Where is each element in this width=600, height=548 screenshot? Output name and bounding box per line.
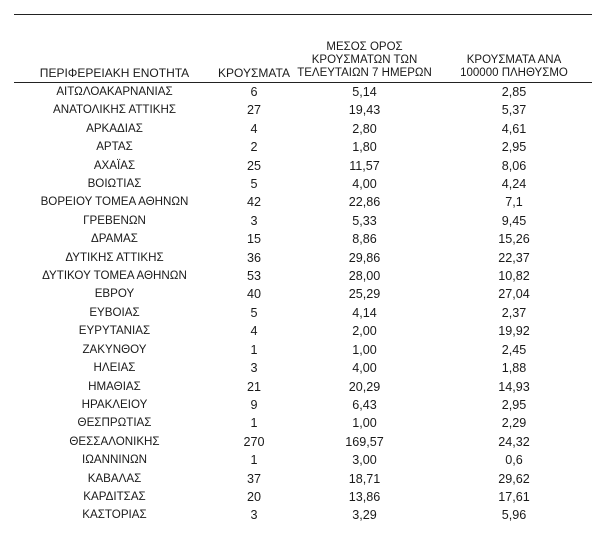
cell-region: ΘΕΣΣΑΛΟΝΙΚΗΣ [69, 434, 160, 448]
cell-cases: 3 [250, 508, 258, 523]
cell-avg7: 3,29 [352, 508, 377, 523]
cell-cases: 4 [250, 324, 258, 339]
cell-cases: 3 [250, 213, 258, 228]
cell-region: ΖΑΚΥΝΘΟΥ [82, 342, 147, 356]
cell-per100k: 9,45 [501, 213, 527, 228]
cell-per100k: 8,06 [501, 158, 527, 173]
table-row [14, 157, 592, 175]
cell-cases: 42 [246, 195, 261, 210]
cell-per100k: 2,37 [501, 305, 527, 320]
cell-region: ΔΡΑΜΑΣ [91, 232, 138, 246]
cell-region: ΕΒΡΟΥ [94, 287, 135, 301]
cell-per100k: 2,29 [501, 416, 527, 431]
table-row [14, 175, 592, 193]
cell-region: ΚΑΣΤΟΡΙΑΣ [82, 508, 147, 522]
cell-region: ΙΩΑΝΝΙΝΩΝ [82, 453, 147, 467]
cell-per100k: 24,32 [498, 434, 530, 449]
cell-region: ΘΕΣΠΡΩΤΙΑΣ [77, 416, 152, 430]
cell-per100k: 14,93 [498, 379, 530, 394]
table-row [14, 230, 592, 248]
cell-per100k: 29,62 [498, 471, 530, 486]
cell-avg7: 4,14 [352, 305, 377, 320]
cell-cases: 1 [250, 416, 258, 431]
table-row [14, 322, 592, 340]
table-row [14, 506, 592, 524]
cell-per100k: 2,95 [501, 397, 527, 412]
cell-avg7: 1,80 [352, 140, 377, 155]
cell-region: ΒΟΡΕΙΟΥ ΤΟΜΕΑ ΑΘΗΝΩΝ [40, 195, 189, 209]
cell-region: ΔΥΤΙΚΗΣ ΑΤΤΙΚΗΣ [65, 250, 164, 264]
cell-cases: 40 [246, 287, 261, 302]
cell-region: ΚΑΡΔΙΤΣΑΣ [83, 489, 146, 503]
table-row [14, 359, 592, 377]
cell-region: ΑΙΤΩΛΟΑΚΑΡΝΑΝΙΑΣ [56, 85, 173, 98]
top-rule [14, 14, 592, 15]
cell-cases: 3 [250, 361, 258, 376]
table-row [14, 249, 592, 267]
cell-avg7: 3,00 [352, 453, 377, 468]
header-per100k-line-1: ΚΡΟΥΣΜΑΤΑ ΑΝΑ [466, 54, 562, 66]
header-per100k-line-2: 100000 ΠΛΗΘΥΣΜΟ [460, 67, 568, 79]
cell-region: ΔΥΤΙΚΟΥ ΤΟΜΕΑ ΑΘΗΝΩΝ [42, 269, 187, 283]
cell-cases: 5 [250, 305, 258, 320]
cell-avg7: 169,57 [345, 434, 384, 449]
cell-per100k: 19,92 [498, 324, 530, 339]
cell-per100k: 2,95 [501, 140, 527, 155]
header-avg-line-1: ΜΕΣΟΣ ΟΡΟΣ [326, 41, 403, 53]
header-avg-line-2: ΚΡΟΥΣΜΑΤΩΝ ΤΩΝ [311, 54, 418, 66]
table-row [14, 433, 592, 451]
cell-region: ΑΡΚΑΔΙΑΣ [86, 121, 143, 135]
table-row [14, 120, 592, 138]
cell-region: ΕΥΒΟΙΑΣ [89, 305, 140, 319]
cell-avg7: 4,00 [352, 361, 377, 376]
cell-avg7: 5,14 [352, 85, 377, 99]
cell-per100k: 1,88 [501, 361, 527, 376]
cell-cases: 36 [246, 250, 261, 265]
table-header [14, 28, 592, 83]
table-row [14, 193, 592, 211]
cell-region: ΒΟΙΩΤΙΑΣ [87, 177, 142, 191]
cell-cases: 5 [250, 177, 258, 192]
cell-cases: 1 [250, 453, 258, 468]
cell-per100k: 15,26 [498, 232, 530, 247]
cell-avg7: 1,00 [352, 342, 377, 357]
cell-avg7: 1,00 [352, 416, 377, 431]
cell-per100k: 10,82 [498, 269, 530, 284]
cell-avg7: 25,29 [348, 287, 381, 302]
cell-cases: 27 [246, 103, 261, 118]
cell-avg7: 28,00 [348, 269, 381, 284]
cell-per100k: 2,45 [501, 342, 527, 357]
table-row [14, 83, 592, 102]
cell-per100k: 5,96 [501, 508, 527, 523]
cell-per100k: 22,37 [498, 250, 530, 265]
table-body [14, 83, 592, 525]
cell-cases: 4 [250, 121, 258, 136]
cell-avg7: 11,57 [349, 158, 380, 173]
cell-cases: 9 [250, 397, 258, 412]
cell-cases: 270 [243, 434, 265, 449]
table-row [14, 378, 592, 396]
table-row [14, 451, 592, 469]
table-row [14, 396, 592, 414]
cell-region: ΗΛΕΙΑΣ [93, 361, 136, 375]
cell-per100k: 5,37 [501, 103, 527, 118]
cell-avg7: 8,86 [352, 232, 377, 247]
cell-region: ΑΧΑΪΑΣ [93, 158, 136, 172]
cell-cases: 1 [250, 342, 258, 357]
cell-cases: 25 [246, 158, 261, 173]
table-row [14, 414, 592, 432]
cell-region: ΚΑΒΑΛΑΣ [87, 471, 142, 485]
header-avg-7-days [293, 28, 436, 83]
cell-per100k: 4,61 [501, 121, 527, 136]
cell-avg7: 6,43 [352, 397, 377, 412]
cell-per100k: 2,85 [501, 85, 527, 99]
cell-cases: 2 [250, 140, 258, 155]
header-region: ΠΕΡΙΦΕΡΕΙΑΚΗ ΕΝΟΤΗΤΑ [39, 66, 190, 80]
cell-region: ΗΡΑΚΛΕΙΟΥ [81, 397, 148, 411]
table-row [14, 285, 592, 303]
table-row [14, 341, 592, 359]
table-row [14, 470, 592, 488]
cell-avg7: 29,86 [348, 250, 381, 265]
cell-avg7: 4,00 [352, 177, 377, 192]
header-cases: ΚΡΟΥΣΜΑΤΑ [218, 66, 290, 80]
cell-avg7: 18,71 [348, 471, 381, 486]
cell-cases: 21 [246, 379, 261, 394]
cell-avg7: 13,86 [348, 489, 381, 504]
cell-per100k: 27,04 [498, 287, 530, 302]
cell-per100k: 7,1 [505, 195, 523, 210]
table-row [14, 488, 592, 506]
cell-per100k: 17,61 [498, 489, 530, 504]
table-row [14, 138, 592, 156]
cell-region: ΓΡΕΒΕΝΩΝ [83, 213, 146, 227]
header-row [14, 28, 592, 83]
cell-cases: 53 [246, 269, 261, 284]
cell-region: ΑΝΑΤΟΛΙΚΗΣ ΑΤΤΙΚΗΣ [52, 103, 176, 117]
cell-cases: 15 [246, 232, 261, 247]
table-row [14, 304, 592, 322]
table-row [14, 267, 592, 285]
cases-table [14, 28, 592, 525]
cell-per100k: 4,24 [501, 177, 527, 192]
cell-avg7: 22,86 [348, 195, 381, 210]
header-per-100k [436, 28, 592, 83]
header-avg-line-3: ΤΕΛΕΥΤΑΙΩΝ 7 ΗΜΕΡΩΝ [297, 67, 432, 79]
cell-avg7: 19,43 [348, 103, 381, 118]
cell-region: ΗΜΑΘΙΑΣ [88, 379, 141, 393]
cell-avg7: 2,80 [352, 121, 377, 136]
cell-region: ΑΡΤΑΣ [96, 140, 133, 154]
cell-avg7: 20,29 [348, 379, 381, 394]
cell-avg7: 5,33 [352, 213, 377, 228]
cell-region: ΕΥΡΥΤΑΝΙΑΣ [78, 324, 151, 338]
cell-cases: 37 [246, 471, 261, 486]
table-row [14, 212, 592, 230]
cell-cases: 6 [250, 85, 258, 99]
cell-avg7: 2,00 [352, 324, 377, 339]
cell-cases: 20 [246, 489, 261, 504]
cell-per100k: 0,6 [505, 453, 523, 468]
table-row [14, 101, 592, 119]
